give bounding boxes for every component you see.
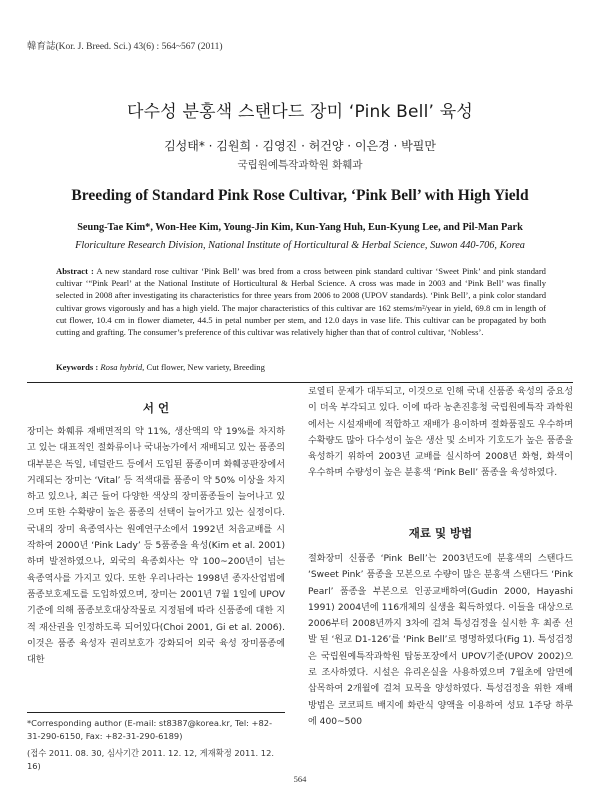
page-number: 564: [293, 774, 307, 784]
footnote: [27, 717, 285, 773]
footnote-dates: (접수 2011. 08. 30, 심사기간 2011. 12. 12, 게재확정 2011. 12. 16): [27, 748, 274, 771]
korean-authors: 김성태* · 김원희 · 김영진 · 허건양 · 이은경 · 박필만: [164, 139, 436, 153]
keywords: [56, 362, 546, 372]
intro-continuation-paragraph: 로열티 문제가 대두되고, 이것으로 인해 국내 신품종 육성의 중요성이 더욱 부각되고 있다. 이에 따라 농촌진흥청 국립원예특작 과학원에서는 시설재배에 적합하고 재배가 용이하며 절화품질도 우수하며 수확량도 많아 다수성이 높은 생산 및 소비자 기호도가 높은 품종을 육성하기 위하여 2003년 교배를 실시하여 2008년 화형, 화색이 우수하며 수량성이 높은 분홍색 ‘Pink Bell’ 품종을 육성하였다.: [308, 387, 573, 479]
abstract-label: Abstract :: [56, 266, 94, 276]
english-authors: Seung-Tae Kim*, Won-Hee Kim, Young-Jin Kim, Kun-Yang Huh, Eun-Kyung Lee, and Pil-Man Park: [77, 222, 523, 233]
abstract-text: A new standard rose cultivar ‘Pink Bell’ was bred from a cross between pink standard cultivar ‘Sweet Pink’ and pink standard cultivar ‘“Pink Pearl’ at the National Institute of Horticultural & Herbal Science. A cross was made in 2003 and ‘Pink Bell’ was finally selected in 2008 after investigating its characteristics for three years from 2006 to 2008 (UPOV standards). ‘Pink Bell’, a pink color standard cultivar grows vigorously and has a high yield. The major characteristics of this cultivar are 162 stems/m²/year in yield, 69.8 cm in length of cut flower, 10.4 cm in flower diameter, 44.5 in petal number per stem, and 12.0 days in vase life. This cultivar can be propagated by both cutting and grafting. The consumer’s preference of this cultivar was relatively higher than that of control cultivar, ‘Nobless’.: [56, 266, 546, 338]
footnote-corresponding: *Corresponding author (E-mail: st8387@korea.kr, Tel: +82-31-290-6150, Fax: +82-31-290-6189): [27, 718, 273, 741]
keywords-label: Keywords :: [56, 362, 99, 372]
methods-heading: 재료 및 방법: [408, 526, 473, 540]
keywords-italic: Rosa hybrid,: [100, 362, 145, 372]
korean-affiliation: 국립원예특작과학원 화훼과: [237, 159, 363, 171]
intro-heading: 서 언: [142, 401, 170, 415]
footnote-divider: [27, 712, 285, 713]
intro-paragraph: 장미는 화훼류 재배면적의 약 11%, 생산액의 약 19%를 차지하고 있는 대표적인 절화류이나 국내농가에서 재배되고 있는 품종의 대부분은 독일, 네덜란드 등에서 도입된 품종이며 화훼공판장에서 거래되는 장미는 ‘Vital’ 등 적색대를 품종이 약 50% 이상을 차지하고 있으나, 최근 들어 다양한 색상의 장미품종들이 늘어나고 있으며 또한 수확량이 높은 품종의 선택이 늘어가고 있는 실정이다. 국내의 장미 육종역사는 원예연구소에서 1992년 처음교배를 시작하여 2000년 ‘Pink Lady’ 등 5품종을 육성(Kim et al. 2001)하며 발전하였으나, 외국의 육종회사는 약 100~200년이 넘는 육종역사를 가지고 있다. 또한 우리나라는 1998년 종자산업법에 품종보호제도를 도입하였으며, 장미는 2001년 7월 1일에 UPOV기준에 의해 품종보호대상작물로 지정됨에 따라 신품종에 대한 지적 재산권을 인정하도록 되어있다(Choi 2001, Gi et al. 2006). 이것은 품종 육성자 권리보호가 강화되어 외국 육성 장미품종에 대한: [27, 427, 285, 666]
methods-paragraph: 절화장미 신품종 ‘Pink Bell’는 2003년도에 분홍색의 스탠다드 ‘Sweet Pink’ 품종을 모본으로 수량이 많은 분홍색 스탠다드 ‘Pink Pearl’ 품종을 부본으로 인공교배하여(Gudin 2000, Hayashi 1991) 2004년에 116개체의 실생을 획득하였다. 이들을 대상으로 2006부터 2008년까지 3차에 걸쳐 특성검정을 실시한 후 최종 선발 된 ‘원교 D1-126’를 ‘Pink Bell’로 명명하였다(Fig 1). 특성검정은 국립원예특작과학원 탑동포장에서 UPOV기준(UPOV 2002)으로 조사하였다. 시설은 유리온실을 사용하였으며 7월초에 암면에 삽목하여 2개월에 걸쳐 묘목을 양성하였다. 특성검정을 위한 재배방법은 코코피트 배지에 화란식 양액을 이용하여 성묘 1주당 하루에 400~500: [308, 554, 573, 727]
keywords-rest: Cut flower, New variety, Breeding: [144, 362, 265, 372]
methods-column: [308, 551, 573, 730]
abstract: [56, 265, 546, 338]
intro-column: [27, 424, 285, 668]
english-title: Breeding of Standard Pink Rose Cultivar, ‘Pink Bell’ with High Yield: [71, 187, 529, 204]
intro-continuation: [308, 384, 573, 482]
journal-header: 韓育誌(Kor. J. Breed. Sci.) 43(6) : 564~567 (2011): [27, 42, 223, 52]
divider-line: [27, 382, 573, 383]
english-affiliation: Floriculture Research Division, National Institute of Horticultural & Herbal Science, Suwon 440-706, Korea: [75, 240, 525, 251]
korean-title: 다수성 분홍색 스탠다드 장미 ‘Pink Bell’ 육성: [127, 102, 473, 122]
